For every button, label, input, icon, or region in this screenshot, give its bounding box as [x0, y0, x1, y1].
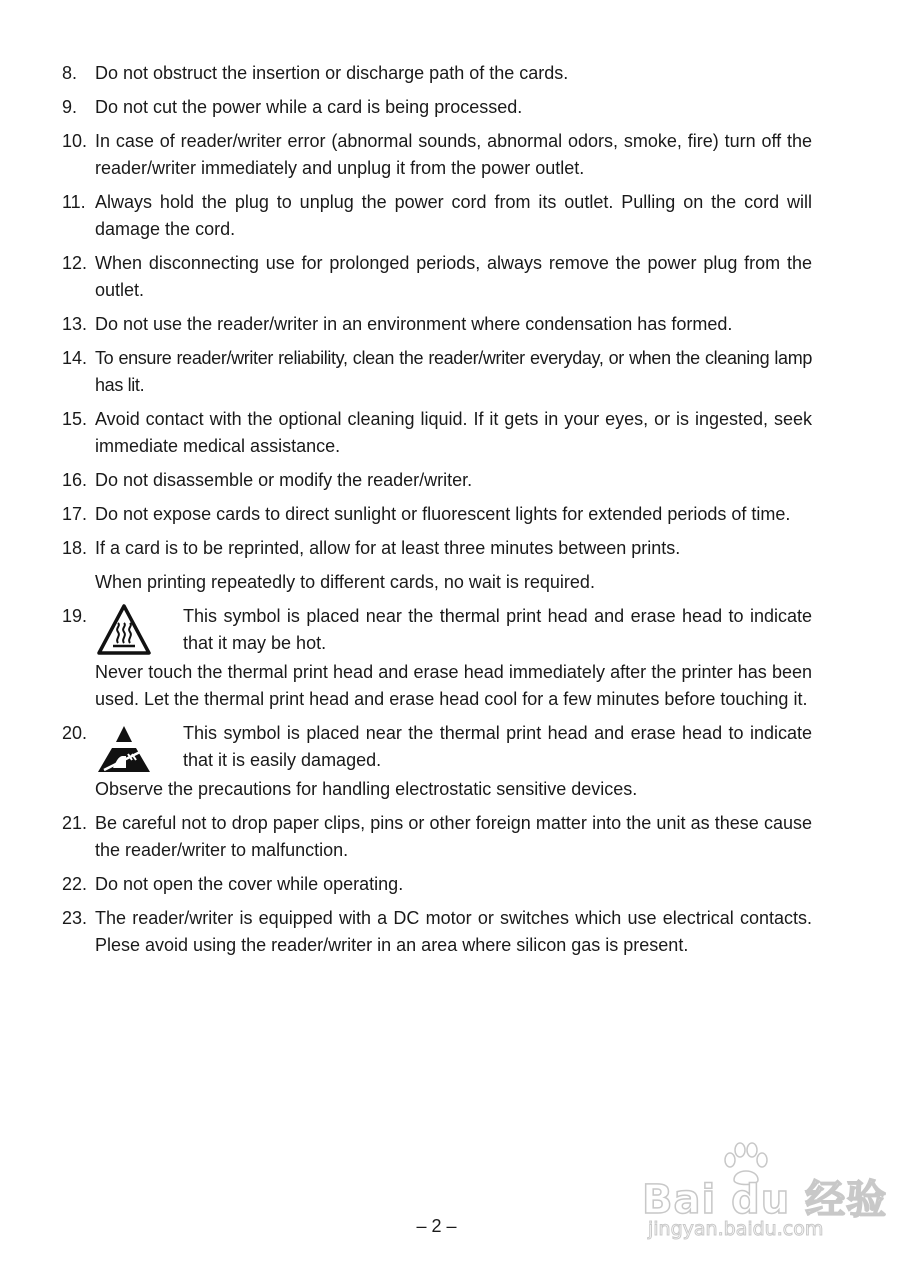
- item-number: 15.: [62, 409, 88, 429]
- item-text: Do not open the cover while operating.: [95, 874, 404, 894]
- precautions-list: [62, 60, 812, 966]
- item-text: In case of reader/writer error (abnormal sounds, abnormal odors, smoke, fire) turn off the reader/writer immediately and unplug it from the power outlet.: [95, 131, 812, 178]
- item-number: 16.: [62, 470, 88, 490]
- electrostatic-sensitive-icon: [96, 724, 152, 774]
- list-item: [62, 406, 812, 460]
- item-note: When printing repeatedly to different cards, no wait is required.: [95, 572, 595, 592]
- list-item: [62, 810, 812, 864]
- list-item: [62, 128, 812, 182]
- item-text: [95, 720, 812, 803]
- watermark-url: jingyan.baidu.com: [648, 1218, 824, 1240]
- item-text: Do not cut the power while a card is being processed.: [95, 97, 523, 117]
- item-number: 13.: [62, 314, 88, 334]
- item-text: When disconnecting use for prolonged periods, always remove the power plug from the outlet.: [95, 253, 812, 300]
- item-number: 9.: [62, 97, 78, 117]
- list-item: [62, 603, 812, 713]
- list-item: [62, 501, 812, 528]
- item-number: 10.: [62, 131, 88, 151]
- item-number: 17.: [62, 504, 88, 524]
- watermark-main-text: Bai du 经验: [642, 1177, 888, 1223]
- item-text: Do not obstruct the insertion or discharge path of the cards.: [95, 63, 569, 83]
- list-item: [62, 535, 812, 596]
- hot-surface-icon: [96, 603, 152, 657]
- item-text: Avoid contact with the optional cleaning liquid. If it gets in your eyes, or is ingested, seek immediate medical assistance.: [95, 409, 812, 456]
- item-number: 11.: [62, 192, 86, 212]
- item-number: 18.: [62, 538, 88, 558]
- list-item: [62, 94, 812, 121]
- item-number: 19.: [62, 606, 88, 626]
- item-number: 23.: [62, 908, 88, 928]
- symbol-row: [95, 720, 812, 776]
- symbol-row: [95, 603, 812, 659]
- list-item: [62, 905, 812, 959]
- item-number: 14.: [62, 348, 88, 368]
- list-item: [62, 60, 812, 87]
- list-item: [62, 250, 812, 304]
- list-item: [62, 467, 812, 494]
- item-note: Never touch the thermal print head and erase head immediately after the printer has been used. Let the thermal print head and erase head cool for a few minutes before touching it.: [95, 662, 812, 709]
- baidu-jingyan-watermark: [642, 1140, 888, 1240]
- item-text: Do not expose cards to direct sunlight or fluorescent lights for extended periods of time.: [95, 504, 791, 524]
- item-note: Observe the precautions for handling electrostatic sensitive devices.: [95, 779, 638, 799]
- symbol-description: This symbol is placed near the thermal print head and erase head to indicate that it is easily damaged.: [183, 723, 812, 770]
- list-item: [62, 720, 812, 803]
- item-number: 20.: [62, 723, 88, 743]
- item-number: 21.: [62, 813, 88, 833]
- item-text: The reader/writer is equipped with a DC motor or switches which use electrical contacts. Plese avoid using the reader/writer in an area where silicon gas is present.: [95, 908, 812, 955]
- list-item: [62, 189, 812, 243]
- list-item: [62, 345, 812, 399]
- item-text: [95, 603, 812, 713]
- item-number: 8.: [62, 63, 78, 83]
- item-text: Do not disassemble or modify the reader/writer.: [95, 470, 473, 490]
- item-text: Always hold the plug to unplug the power cord from its outlet. Pulling on the cord will damage the cord.: [95, 192, 812, 239]
- item-text: If a card is to be reprinted, allow for at least three minutes between prints. When printing repeatedly to different cards, no wait is required.: [95, 535, 812, 596]
- symbol-description: This symbol is placed near the thermal print head and erase head to indicate that it may be hot.: [183, 606, 812, 653]
- list-item: [62, 311, 812, 338]
- item-text: To ensure reader/writer reliability, clean the reader/writer everyday, or when the cleaning lamp has lit.: [95, 348, 812, 395]
- item-number: 22.: [62, 874, 88, 894]
- item-text: Be careful not to drop paper clips, pins or other foreign matter into the unit as these cause the reader/writer to malfunction.: [95, 813, 812, 860]
- item-text: Do not use the reader/writer in an environment where condensation has formed.: [95, 314, 733, 334]
- page-number: – 2 –: [416, 1216, 457, 1236]
- list-item: [62, 871, 812, 898]
- item-number: 12.: [62, 253, 88, 273]
